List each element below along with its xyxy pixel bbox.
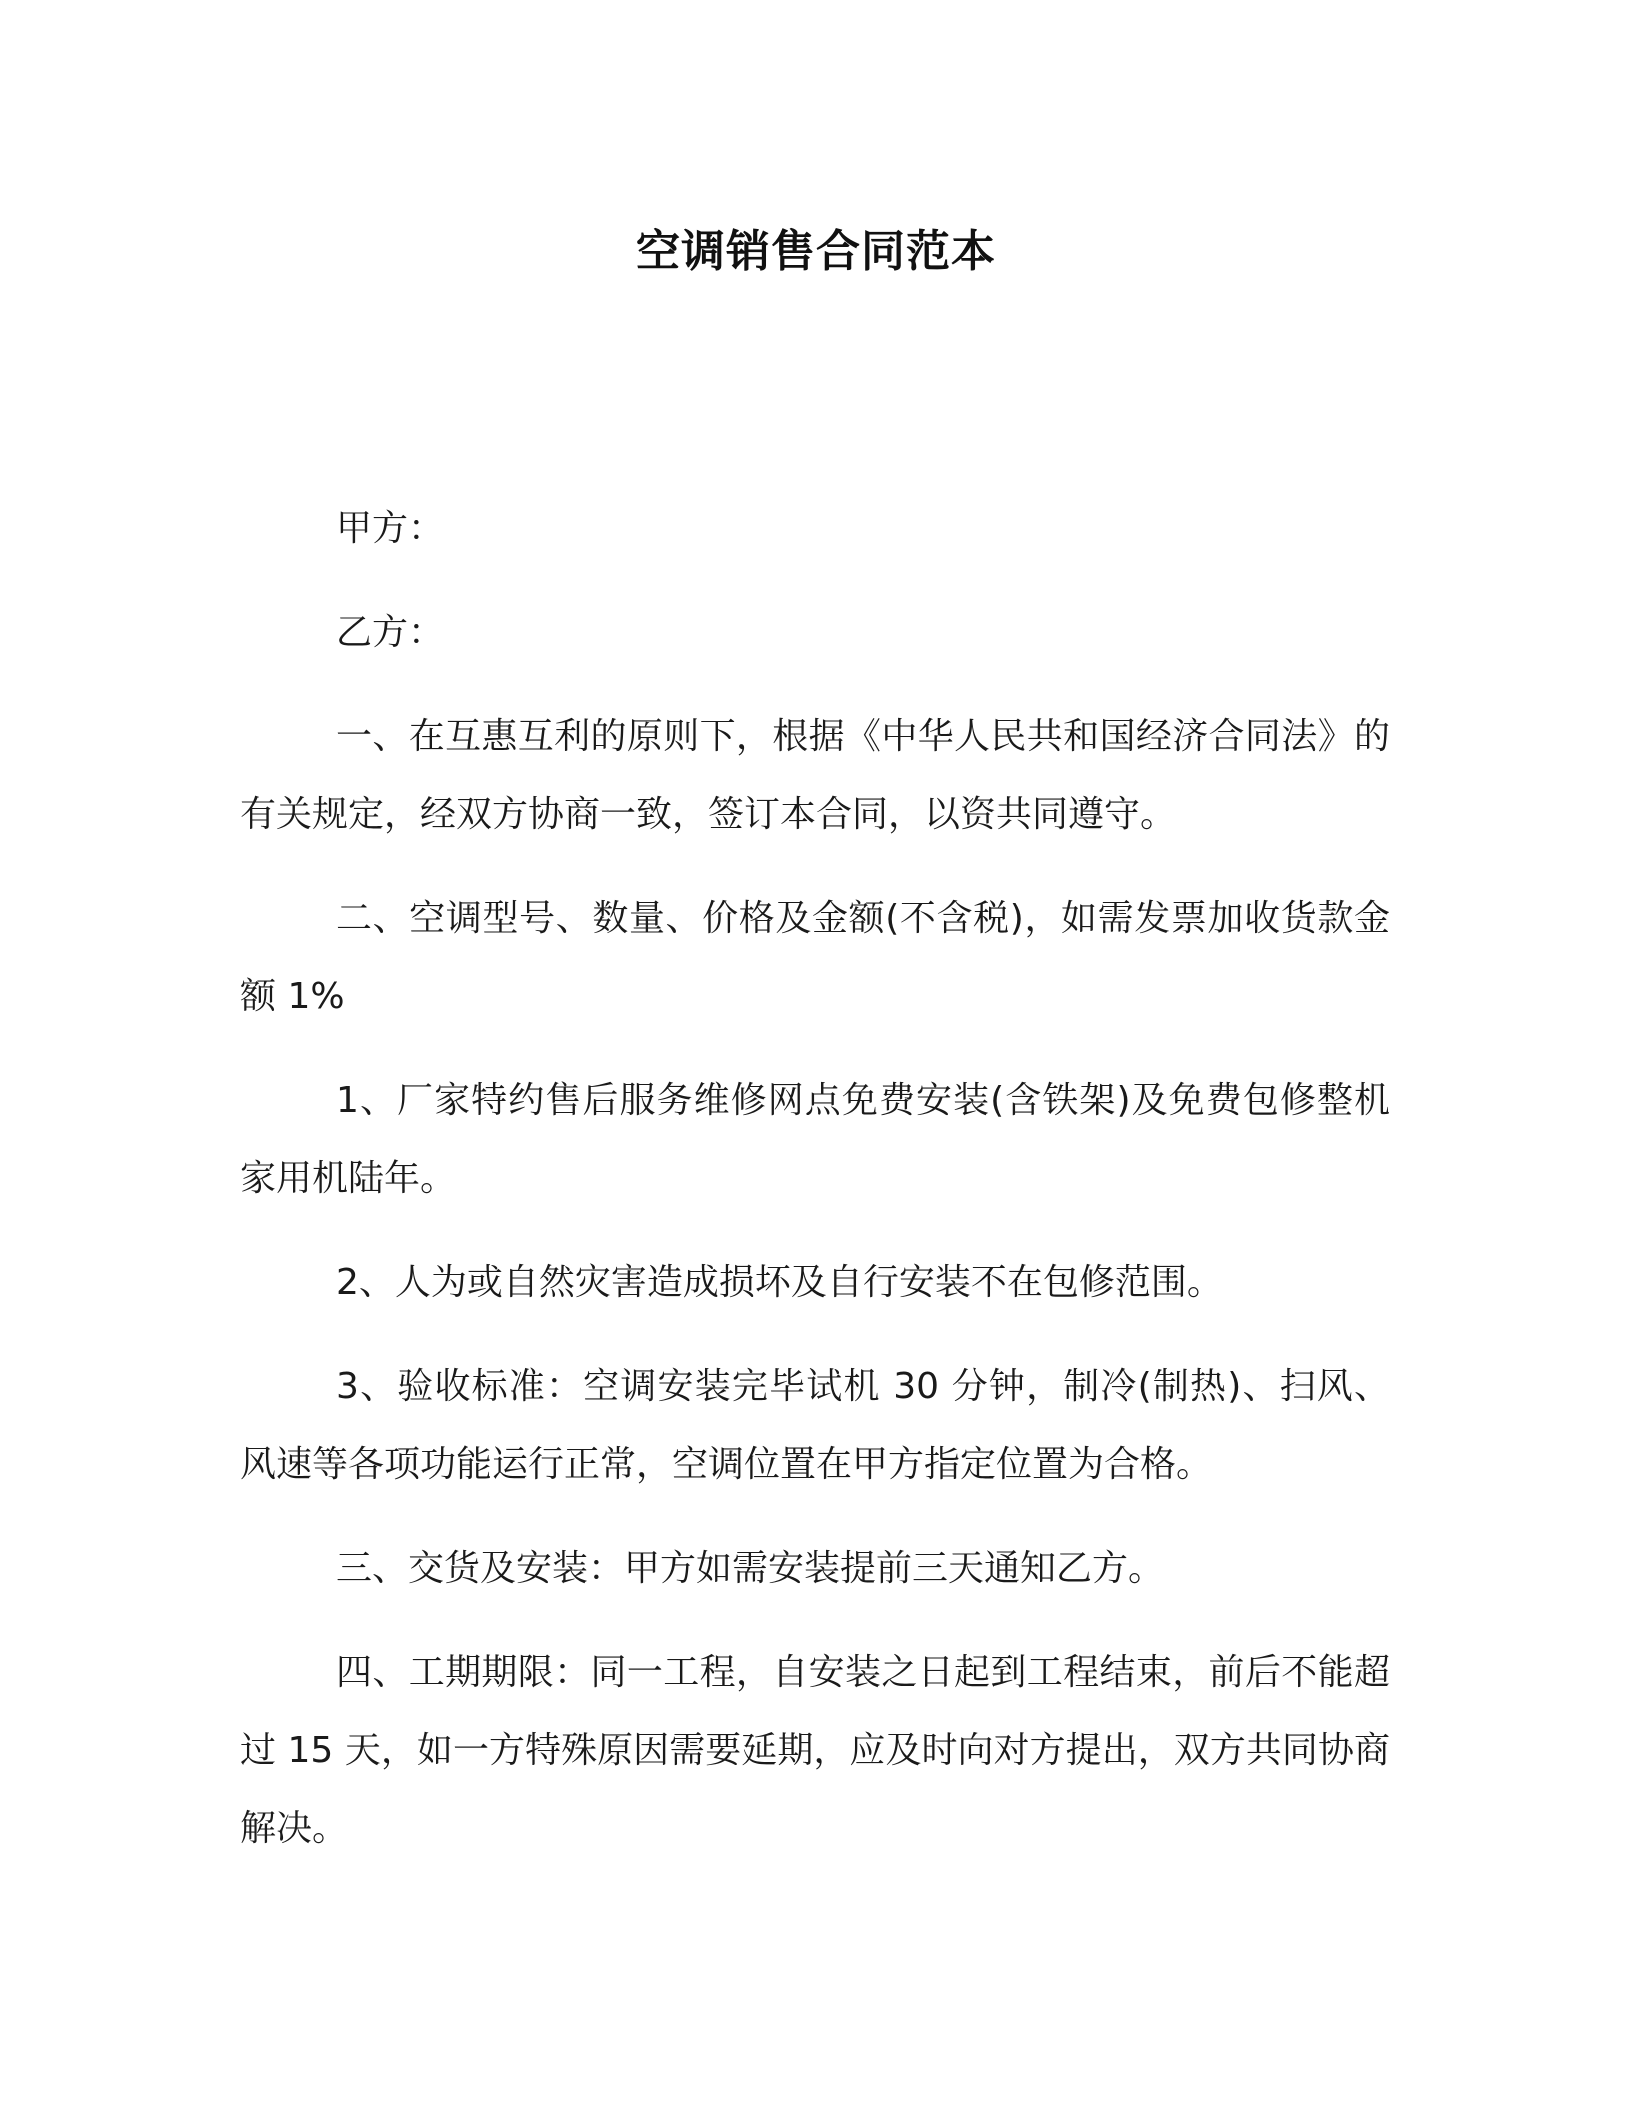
document-title: 空调销售合同范本	[636, 226, 996, 277]
clause-2-item-2: 2、人为或自然灾害造成损坏及自行安装不在包修范围。	[336, 1262, 1223, 1303]
clause-4-paragraph: 四、工期期限：同一工程，自安装之日起到工程结束，前后不能超过 15 天，如一方特殊原因需要延期，应及时向对方提出，双方共同协商解决。	[240, 1652, 1390, 1849]
party-b-line: 乙方：	[336, 612, 445, 653]
clause-1-paragraph: 一、在互惠互利的原则下，根据《中华人民共和国经济合同法》的有关规定，经双方协商一致，签订本合同，以资共同遵守。	[240, 716, 1390, 835]
clause-3-paragraph: 三、交货及安装：甲方如需安装提前三天通知乙方。	[336, 1548, 1165, 1589]
clause-2-paragraph: 二、空调型号、数量、价格及金额(不含税)，如需发票加收货款金额 1%	[240, 898, 1390, 1017]
clause-2-item-3: 3、验收标准：空调安装完毕试机 30 分钟，制冷(制热)、扫风、风速等各项功能运行正常，空调位置在甲方指定位置为合格。	[240, 1366, 1390, 1485]
party-a-line: 甲方：	[336, 508, 445, 549]
clause-2-item-1: 1、厂家特约售后服务维修网点免费安装(含铁架)及免费包修整机家用机陆年。	[240, 1080, 1390, 1199]
document-body	[240, 490, 1390, 1894]
